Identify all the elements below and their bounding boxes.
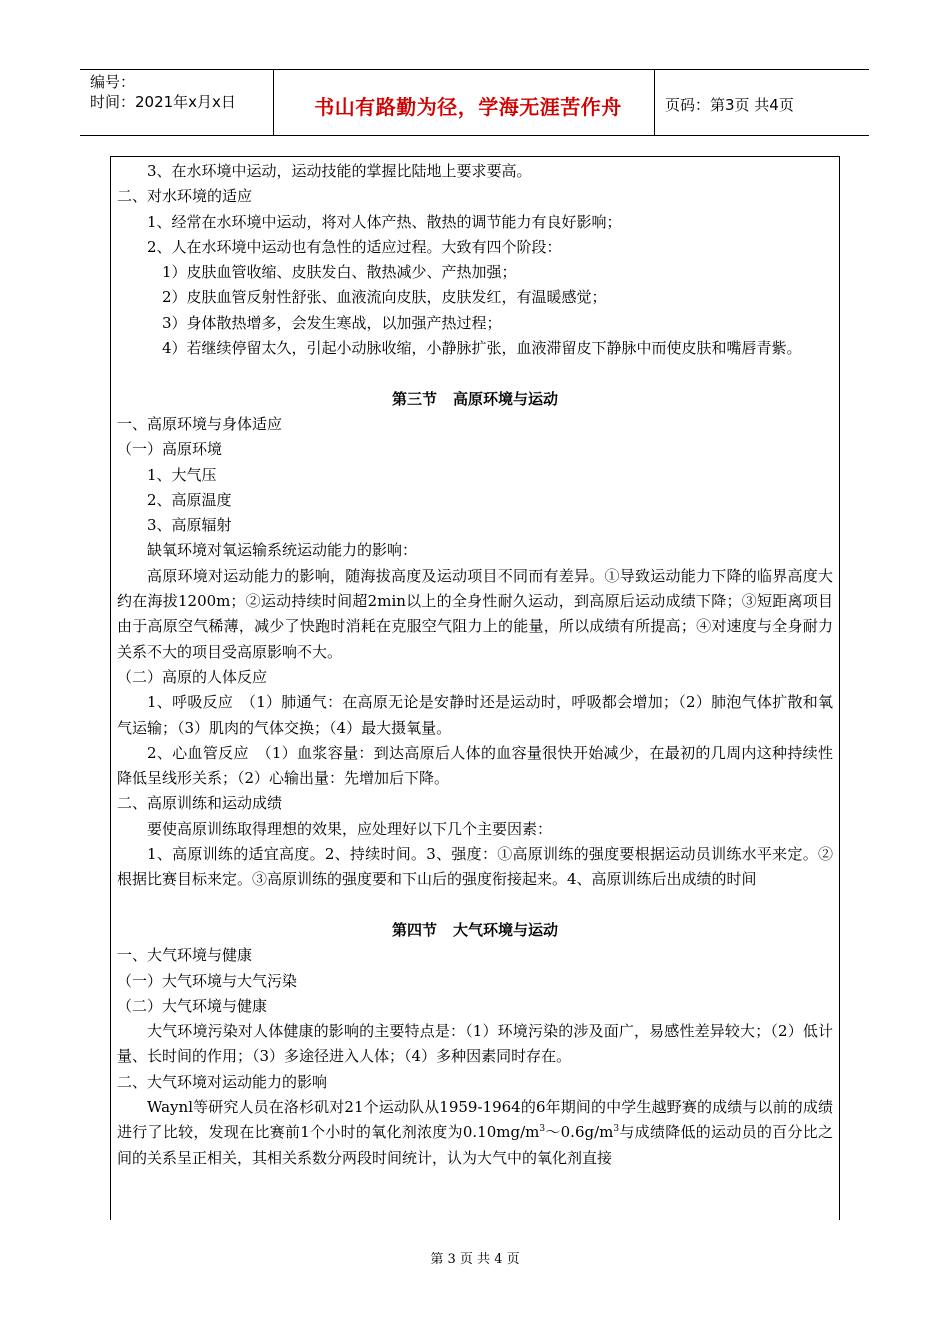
list-item: 2）皮肤血管反射性舒张、血液流向皮肤，皮肤发红，有温暖感觉； bbox=[162, 288, 607, 307]
header-divider-right bbox=[654, 69, 655, 135]
text-run: Waynl等研究人员在洛杉矶对21个运动队从1959-1964的6年期间的中学生越野赛的成绩与以前的成绩进行了比较，发现在比赛前1个小时的氧化剂浓度为0.10mg/m bbox=[117, 1097, 833, 1142]
heading-level3: （二）大气环境与健康 bbox=[117, 996, 268, 1015]
heading-level2: 二、对水环境的适应 bbox=[117, 187, 253, 206]
list-item: 3、高原辐射 bbox=[147, 516, 232, 535]
heading-level2: 二、大气环境对运动能力的影响 bbox=[117, 1072, 328, 1091]
heading-level2: 二、高原训练和运动成绩 bbox=[117, 794, 283, 813]
paragraph bbox=[117, 1095, 833, 1171]
paragraph: 2、人在水环境中运动也有急性的适应过程。大致有四个阶段： bbox=[147, 237, 562, 256]
paragraph: 2、心血管反应 （1）血浆容量：到达高原后人体的血容量很快开始减少，在最初的几周内这种持续性降低呈线形关系；（2）心输出量：先增加后下降。 bbox=[117, 743, 833, 788]
list-item: 2、高原温度 bbox=[147, 490, 232, 509]
paragraph: 要使高原训练取得理想的效果，应处理好以下几个主要因素： bbox=[147, 819, 553, 838]
paragraph: 1、高原训练的适宜高度。2、持续时间。3、强度：①高原训练的强度要根据运动员训练水平来定。②根据比赛目标来定。③高原训练的强度要和下山后的强度衔接起来。4、高原训练后出成绩的时间 bbox=[117, 845, 833, 889]
list-item: 4）若继续停留太久，引起小动脉收缩，小静脉扩张，血液滞留皮下静脉中而使皮肤和嘴唇青紫。 bbox=[162, 339, 802, 358]
header-page-number: 页码：第3页 共4页 bbox=[665, 96, 794, 114]
paragraph: 大气环境污染对人体健康的影响的主要特点是：（1）环境污染的涉及面广，易感性差异较大；（2）低计量、长时间的作用；（3）多途径进入人体；（4）多种因素同时存在。 bbox=[117, 1022, 833, 1066]
header-motto: 书山有路勤为径，学海无涯苦作舟 bbox=[314, 95, 622, 119]
list-item: 3）身体散热增多，会发生寒战，以加强产热过程； bbox=[162, 313, 502, 332]
heading-level3: （一）高原环境 bbox=[117, 440, 223, 459]
superscript: 3 bbox=[539, 1124, 546, 1135]
document-date: 时间：2021年x月x日 bbox=[90, 93, 236, 111]
text-run: ～0.6g/m bbox=[545, 1123, 614, 1142]
superscript: 3 bbox=[613, 1124, 620, 1135]
paragraph: 1、呼吸反应 （1）肺通气：在高原无论是安静时还是运动时，呼吸都会增加；（2）肺泡气体扩散和氧气运输；（3）肌肉的气体交换；（4）最大摄氧量。 bbox=[117, 693, 833, 737]
content-frame bbox=[110, 156, 840, 1220]
heading-level2: 一、高原环境与身体适应 bbox=[117, 414, 283, 433]
section-title-4 bbox=[117, 918, 833, 943]
page-footer: 第 3 页 共 4 页 bbox=[430, 1252, 520, 1267]
section-number: 第三节 bbox=[391, 389, 437, 408]
spacer bbox=[117, 893, 833, 918]
document-number: 编号： bbox=[90, 73, 136, 91]
header-info bbox=[90, 72, 236, 112]
list-item: 1、大气压 bbox=[147, 465, 217, 484]
paragraph: 缺氧环境对氧运输系统运动能力的影响： bbox=[147, 541, 418, 560]
section-name: 大气环境与运动 bbox=[453, 920, 559, 939]
header-top-rule bbox=[80, 69, 869, 70]
header-divider-left bbox=[273, 69, 274, 135]
section-name: 高原环境与运动 bbox=[453, 389, 559, 408]
section-title-3 bbox=[117, 387, 833, 412]
paragraph: 1、经常在水环境中运动，将对人体产热、散热的调节能力有良好影响； bbox=[147, 212, 622, 231]
paragraph: 3、在水环境中运动，运动技能的掌握比陆地上要求要高。 bbox=[147, 162, 532, 180]
heading-level3: （一）大气环境与大气污染 bbox=[117, 971, 298, 990]
heading-level3: （二）高原的人体反应 bbox=[117, 667, 268, 686]
list-item: 1）皮肤血管收缩、皮肤发白、散热减少、产热加强； bbox=[162, 263, 517, 282]
paragraph: 高原环境对运动能力的影响，随海拔高度及运动项目不同而有差异。①导致运动能力下降的临界高度大约在海拔1200m；②运动持续时间超2min以上的全身性耐久运动，到高原后运动成绩下降；③短距离项目由于高原空气稀薄，减少了快跑时消耗在克服空气阻力上的能量，所以成绩有所提高；④对速度与全身耐力关系不大的项目受高原影响不大。 bbox=[117, 566, 833, 661]
section-number: 第四节 bbox=[391, 920, 437, 939]
header-bottom-rule bbox=[80, 135, 869, 136]
spacer bbox=[117, 361, 833, 386]
document-body bbox=[117, 159, 833, 1171]
text-run: 与成绩降低的运动员的百分比之间的关系呈正相关，其相关系数分两段时间统计，认为大气中的氧化剂直接 bbox=[117, 1123, 833, 1167]
heading-level2: 一、大气环境与健康 bbox=[117, 946, 253, 965]
